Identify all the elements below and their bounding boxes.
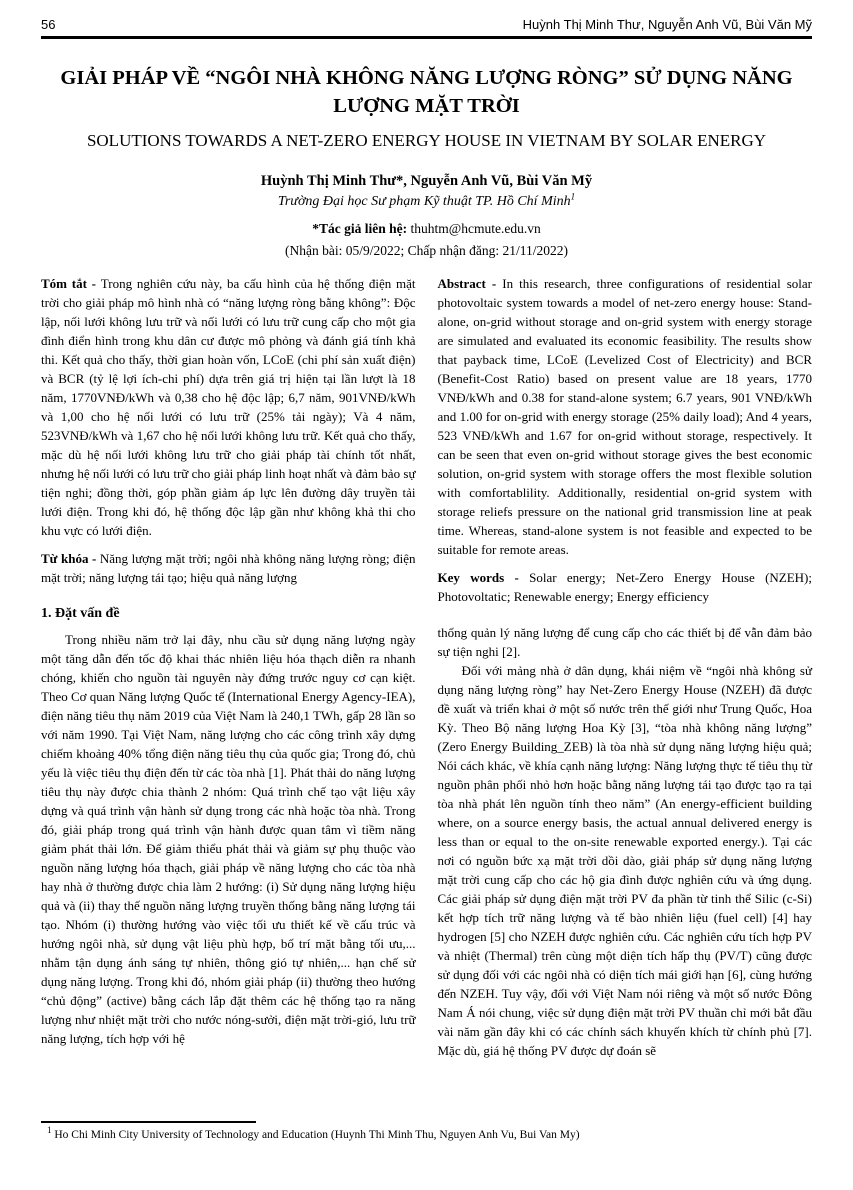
- affiliation-footnote-marker: 1: [570, 191, 576, 202]
- intro-paragraph-left: Trong nhiều năm trở lại đây, nhu cầu sử dụng năng lượng ngày một tăng dẫn đến tốc độ khai thác nhiên liệu hóa thạch diễn ra nhanh chóng, khiến cho nguồn tài nguyên này đứng trước nguy cơ cạn kiệt. Theo Cơ quan Năng lượng Quốc tế (International Energy Agency-IEA), điện năng tiêu thụ năm 2019 của Việt Nam là 240,1 TWh, gấp 28 lần so với năm 1990. Tại Việt Nam, năng lượng cho các công trình xây dựng chiếm khoảng 40% tổng điện năng tiêu thụ của quốc gia; Trong đó, chủ yếu là việc tiêu thụ điện đến từ các tòa nhà [1]. Phát thải do năng lượng tiêu thụ này được chia thành 2 nhóm: Quá trình chế tạo vật liệu xây dựng và quá trình vận hành sử dụng trong các nhà hoặc tòa nhà. Trong đó, giải pháp trong quá trình vận hành được quan tâm vì tiềm năng giảm phát thải lớn. Để giảm thiểu phát thải và giảm sự phụ thuộc vào nguồn năng lượng hóa thạch, giải pháp về năng lượng cho các tòa nhà hay nhà ở thường được chia làm 2 hướng: (i) Sử dụng năng lượng hiệu quả và (ii) thay thế nguồn năng lượng truyền thống bằng năng lượng tái tạo. Nhóm (i) thường hướng vào việc tối ưu thiết kế về cấu trúc và hướng ngôi nhà, sử dụng vật liệu phù hợp, bố trí mặt bằng tối ưu,... nhằm tận dụng ánh sáng tự nhiên, thông gió tự nhiên,... hạn chế sử dụng năng lượng. Trong khi đó, nhóm giải pháp (ii) thường theo hướng “chủ động” (active) bằng cách lắp đặt thêm các hệ thống tạo ra năng lượng như nhiệt mặt trời cho nước nóng-sưởi, điện mặt trời-gió, lưu trữ năng lượng, tích hợp với hệ: [41, 632, 416, 1047]
- authors-line: Huỳnh Thị Minh Thư*, Nguyễn Anh Vũ, Bùi Văn Mỹ: [260, 173, 593, 190]
- left-column: [41, 274, 416, 1060]
- abstract-vietnamese: [41, 274, 416, 540]
- paper-title-english: SOLUTIONS TOWARDS A NET-ZERO ENERGY HOUSE IN VIETNAM BY SOLAR ENERGY: [86, 131, 767, 151]
- keywords-vietnamese-text: Năng lượng mặt trời; ngôi nhà không năng lượng ròng; điện mặt trời; năng lượng tái tạo; hiệu quả năng lượng: [41, 551, 416, 586]
- abstract-english-label: Abstract -: [437, 276, 503, 292]
- running-head: Huỳnh Thị Minh Thư, Nguyễn Anh Vũ, Bùi Văn Mỹ: [522, 17, 812, 32]
- section-1-heading: 1. Đặt vấn đề: [41, 606, 120, 622]
- keywords-vietnamese: [41, 549, 416, 587]
- submission-dates: (Nhận bài: 05/9/2022; Chấp nhận đăng: 21/11/2022): [285, 243, 568, 259]
- footnote: [41, 1121, 812, 1143]
- footnote-marker: 1: [47, 1125, 52, 1136]
- contact-email: thuhtm@hcmute.edu.vn: [410, 221, 541, 237]
- two-column-body: [41, 274, 812, 1060]
- page-number: 56: [41, 17, 56, 32]
- intro-paragraph-right: Đối với mảng nhà ở dân dụng, khái niệm về “ngôi nhà không sử dụng năng lượng ròng” hay Net-Zero Energy House (NZEH) đã được đề xuất và triển khai ở một số nước trên thế giới như Trung Quốc, Hoa Kỳ. Theo Bộ năng lượng Hoa Kỳ [3], “tòa nhà không năng lượng” (Zero Energy Building_ZEB) là tòa nhà sử dụng năng lượng hiệu quả; Nói cách khác, về khía cạnh năng lượng: Năng lượng thực tế tiêu thụ từ nguồn phân phối nhỏ hơn hoặc bằng năng lượng tái tạo được tạo ra tại tòa nhà phát lên nguồn tính theo năm” (An energy-efficient building where, on a source energy basis, the actual annual delivered energy is less than or equal to the on-site renewable exported energy.). Tại các nơi có nguồn bức xạ mặt trời dồi dào, giải pháp sử dụng năng lượng mặt trời cung cấp cho các hộ gia đình được nghiên cứu và ứng dụng. Các giải pháp sử dụng điện mặt trời PV đa phần từ tinh thể Silic (c-Si) kết hợp tích trữ năng lượng và tế bào nhiên liệu (fuel cell) [4] hay hydrogen [5] cho NZEH được nghiên cứu. Các nghiên cứu tích hợp PV và nhiệt (Thermal) trên cùng một diện tích hấp thụ (PV/T) cũng được sử dụng đối với các ngôi nhà có diện tích mái giới hạn [6], cùng hướng đến NZEH. Tuy vậy, đối với Việt Nam nói riêng và một số nước Đông Nam Á nói chung, việc sử dụng điện mặt trời PV thuần chỉ mới bắt đầu vài năm gần đây khi có các chính sách khuyến khích từ chính phủ [7]. Mặc dù, giá hệ thống PV được dự đoán sẽ: [437, 663, 812, 1059]
- abstract-english-text: In this research, three configurations of residential solar photovoltaic system towards a model of net-zero energy house: Stand-alone, on-grid without storage and on-grid system with energy storage are simulated and evaluated its economic feasibility. The results show that payback time, LCoE (Levelized Cost of Electricity) and BCR (Benefit-Cost Ratio) based on present value are 18 years, 1770 VNĐ/kWh and 0.38 for stand-alone system; 6.7 years, 901 VNĐ/kWh and 1.00 for on-grid with energy storage (25% daily load); And 4 years, 523 VNĐ/kWh and 1.67 for on-grid without storage, respectively. It can be seen that even on-grid without storage gives the best economic solution, on-grid system with storage offers the most flexible solution with comfortablility. Additionally, residential on-grid system with storage reliefs pressure on the national grid transmission line at peak time. Whereas, stand-alone system is not feasible and expected to be suitable for remote areas.: [437, 276, 812, 558]
- keywords-english-text: Solar energy; Net-Zero Energy House (NZEH); Photovoltatic; Renewable energy; Energy efficiency: [437, 570, 812, 605]
- paper-title-vietnamese: GIẢI PHÁP VỀ “NGÔI NHÀ KHÔNG NĂNG LƯỢNG RÒNG” SỬ DỤNG NĂNG LƯỢNG MẶT TRỜI: [60, 67, 793, 117]
- keywords-english-label: Key words -: [437, 570, 530, 586]
- keywords-vietnamese-label: Từ khóa -: [41, 551, 100, 567]
- abstract-vietnamese-label: Tóm tắt -: [41, 276, 101, 292]
- footnote-separator: [41, 1121, 256, 1123]
- corresponding-author-line: [0, 221, 853, 237]
- page-header: [41, 17, 812, 39]
- footnote-text: Ho Chi Minh City University of Technology and Education (Huynh Thi Minh Thu, Nguyen Anh Vu, Bui Van My): [51, 1129, 580, 1141]
- right-column: [438, 274, 813, 1060]
- abstract-english: [438, 274, 813, 559]
- footnote-line: [41, 1125, 812, 1143]
- affiliation-text: Trường Đại học Sư phạm Kỹ thuật TP. Hồ Chí Minh: [277, 194, 571, 210]
- contact-label: *Tác giả liên hệ:: [312, 221, 411, 237]
- affiliation-line: [0, 191, 853, 210]
- intro-paragraph-continuation: thống quản lý năng lượng để cung cấp cho các thiết bị để vẫn đảm bảo sự tiện nghi [2].: [437, 625, 812, 660]
- abstract-vietnamese-text: Trong nghiên cứu này, ba cấu hình của hệ thống điện mặt trời cho giải pháp mô hình nhà có “năng lượng ròng bằng không”: Độc lập, nối lưới không lưu trữ và nối lưới có lưu trữ cung cấp cho một gia đình điển hình trong khu dân cư được mô phỏng và đánh giá tính khả thi. Kết quả cho thấy, thời gian hoàn vốn, LCoE (chi phí sản xuất điện) và BCR (tỷ lệ lợi ích-chi phí) dựa trên giá trị hiện tại lần lượt là 18 năm, 1770VNĐ/kWh và 0,38 cho hệ độc lập; 6,7 năm, 901VNĐ/kWh và 1,00 cho hệ nối lưới có lưu trữ (25% tải ngày); Và 4 năm, 523VNĐ/kWh và 1,67 cho hệ nối lưới không lưu trữ. Kết quả cho thấy, mặc dù hệ nối lưới không lưu trữ cho giải pháp tài chính tốt nhất, nhưng hệ nối lưới có lưu trữ cho giải pháp linh hoạt nhất và đảm bảo sự tiện nghi; đồng thời, góp phần giảm áp lực lên đường dây truyền tải lưới điện. Trong khi đó, hệ thống độc lập gần như không khả thi cho khu vực có lưới điện.: [41, 276, 416, 539]
- keywords-english: [438, 568, 813, 606]
